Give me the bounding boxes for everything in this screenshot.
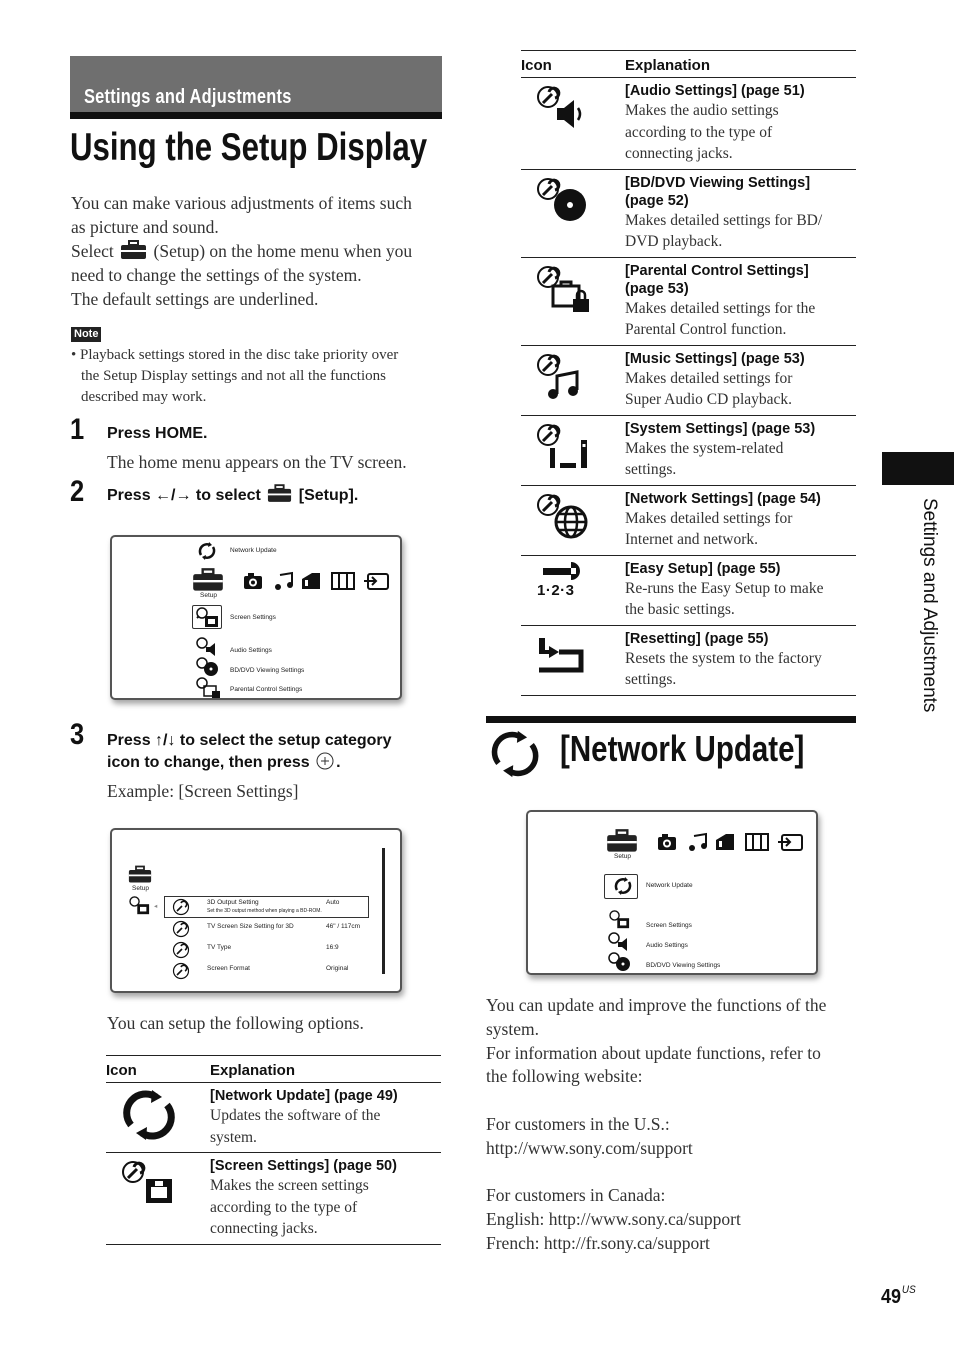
step-1-detail: The home menu appears on the TV screen.: [107, 452, 407, 472]
network-update-title: [Network Update]: [560, 728, 805, 769]
setting-label: TV Type: [207, 944, 232, 951]
step-1-number: 1: [70, 413, 85, 446]
option-title: [Parental Control Settings]: [625, 262, 809, 279]
options-table-left: [106, 1055, 441, 1245]
network-settings-icon: [537, 494, 593, 540]
table-row: [Network Settings] (page 54) Makes detailed settings for Internet and network.: [521, 485, 856, 555]
support-link-ca-fr[interactable]: French: http://fr.sony.ca/support: [486, 1232, 710, 1253]
parental-control-icon: [196, 677, 222, 699]
table-header-explanation: Explanation: [210, 1056, 441, 1083]
table-header-explanation: Explanation: [625, 51, 856, 78]
side-tab-marker: [882, 452, 954, 485]
setting-label: TV Screen Size Setting for 3D: [207, 923, 294, 930]
setting-label: 3D Output Setting: [207, 899, 259, 906]
option-title: [Music Settings] (page 53): [625, 350, 805, 367]
setting-value: 46" / 117cm: [326, 923, 360, 930]
screen-settings-icon: [128, 896, 152, 916]
toolbox-icon: [120, 241, 147, 259]
table-row: [System Settings] (page 53) Makes the system-related settings.: [521, 415, 856, 485]
intro-line: need to change the settings of the system.: [71, 265, 362, 285]
easy-setup-icon-text: 1·2·3: [537, 581, 575, 599]
intro-line: The default settings are underlined.: [71, 289, 319, 309]
step-3-number: 3: [70, 718, 85, 751]
screen-settings-icon: [122, 1161, 174, 1207]
setting-value: 16:9: [326, 944, 339, 951]
setting-value: Auto: [326, 899, 340, 906]
screen3-item: Audio Settings: [646, 942, 688, 949]
network-update-screenshot: [526, 810, 818, 975]
left-arrow-icon: ◂: [154, 903, 158, 910]
screen3-selected-item: Network Update: [646, 882, 693, 889]
wrench-icon: [172, 920, 190, 938]
network-update-text: You can update and improve the functions of the system. For information about update functions, refer to the following website: For customers in the U.S.: http://www.sony.com/support For customers in Canada: English: http://www.sony.ca/support French: http://fr.sony.ca/support: [486, 994, 858, 1256]
note-text: • Playback settings stored in the disc take priority over the Setup Display settings and not all the functions described may work.: [71, 347, 399, 405]
table-row: [Parental Control Settings] (page 53) Makes detailed settings for the Parental Control function.: [521, 257, 856, 345]
audio-settings-icon: [608, 932, 632, 952]
network-update-icon: [490, 730, 542, 778]
screen1-setup-label: Setup: [200, 592, 217, 599]
option-title: [System Settings] (page 53): [625, 420, 816, 437]
side-tab-label: Settings and Adjustments: [919, 498, 940, 713]
table-row: [Screen Settings] (page 50) Makes the screen settings according to the type of connecting jacks.: [106, 1153, 441, 1245]
option-title: [BD/DVD Viewing Settings]: [625, 174, 811, 191]
step-3-text: Press ↑/↓ to select the setup category icon to change, then press .: [107, 732, 392, 771]
option-title: [Network Settings] (page 54): [625, 490, 821, 507]
following-options-text: You can setup the following options.: [107, 1013, 364, 1033]
wrench-icon: [541, 560, 587, 582]
network-update-icon: [122, 1089, 178, 1141]
easy-setup-icon: [537, 560, 591, 599]
network-update-icon: [196, 541, 218, 561]
table-row: [BD/DVD Viewing Settings] (page 52) Makes detailed settings for BD/ DVD playback.: [521, 169, 856, 257]
option-title: [Resetting] (page 55): [625, 630, 769, 647]
toolbox-icon: [606, 830, 638, 852]
screen1-top-item: Network Update: [230, 547, 277, 554]
screen-settings-screenshot: [110, 828, 402, 993]
screen1-item: Audio Settings: [230, 647, 272, 654]
screen1-item: BD/DVD Viewing Settings: [230, 667, 305, 674]
setting-label: Screen Format: [207, 965, 250, 972]
table-header-row: [106, 1056, 441, 1083]
step-3-detail: Example: [Screen Settings]: [107, 781, 299, 801]
parental-control-icon: [537, 266, 593, 314]
step-2-text: Press ←/→ to select [Setup].: [107, 487, 359, 504]
screen3-item: Screen Settings: [646, 922, 692, 929]
screen-settings-icon: [608, 910, 632, 930]
table-row: [Resetting] (page 55) Resets the system to the factory settings.: [521, 625, 856, 695]
resetting-icon: [537, 636, 587, 676]
table-row: [Music Settings] (page 53) Makes detailed settings for Super Audio CD playback.: [521, 345, 856, 415]
table-row: 1·2·3 [Easy Setup] (page 55) Re-runs the Easy Setup to make the basic settings.: [521, 555, 856, 625]
setting-value: Original: [326, 965, 349, 972]
home-menu-category-icons: [242, 571, 402, 591]
section-header-bar: [70, 56, 442, 119]
option-title: [Audio Settings] (page 51): [625, 83, 805, 99]
option-title: [Easy Setup] (page 55): [625, 560, 781, 577]
system-settings-icon: [537, 424, 593, 470]
support-link-ca-en[interactable]: English: http://www.sony.ca/support: [486, 1209, 741, 1230]
scrollbar[interactable]: [382, 848, 385, 974]
music-settings-icon: [537, 354, 589, 400]
step-1-text: Press HOME.: [107, 425, 208, 442]
intro-line: as picture and sound.: [71, 217, 219, 237]
table-header-icon: Icon: [106, 1056, 210, 1083]
home-menu-screenshot: [110, 535, 402, 700]
network-update-icon: [612, 876, 634, 896]
page-number: $49^{US}$: [881, 1284, 916, 1308]
support-link-us[interactable]: http://www.sony.com/support: [486, 1137, 693, 1158]
screen-settings-icon: [196, 607, 220, 629]
table-row: [Audio Settings] (page 51) Makes the audio settings according to the type of connecting jacks.: [521, 78, 856, 170]
table-row: [Network Update] (page 49) Updates the software of the system.: [106, 1083, 441, 1153]
table-header-icon: Icon: [521, 51, 625, 78]
intro-select-line: Select (Setup) on the home menu when you: [71, 241, 413, 261]
note-badge: Note: [71, 327, 101, 342]
setting-hint: Set the 3D output method when playing a BD-ROM.: [207, 908, 322, 914]
wrench-icon: [172, 962, 190, 980]
screen1-item: Parental Control Settings: [230, 686, 303, 693]
bd-dvd-settings-icon: [608, 952, 632, 972]
wrench-icon: [172, 898, 190, 916]
toolbox-icon: [128, 866, 152, 883]
toolbox-icon: [267, 485, 292, 502]
section-header-text: Settings and Adjustments: [84, 86, 292, 108]
screen2-setup-label: Setup: [132, 885, 149, 892]
screen3-item: BD/DVD Viewing Settings: [646, 962, 721, 969]
option-title: [Network Update] (page 49): [210, 1088, 398, 1104]
screen1-item: Screen Settings: [230, 614, 276, 621]
page-title: Using the Setup Display: [70, 126, 428, 169]
intro-line: You can make various adjustments of items such: [71, 193, 412, 213]
intro-text: [71, 191, 443, 311]
bd-dvd-settings-icon: [196, 657, 220, 677]
home-menu-category-icons: [656, 832, 816, 852]
toolbox-icon: [192, 569, 224, 591]
option-title: [Screen Settings] (page 50): [210, 1158, 397, 1174]
step-2-number: 2: [70, 475, 85, 508]
network-update-rule: [486, 716, 856, 723]
enter-button-icon: [316, 752, 334, 770]
table-header-row: [521, 51, 856, 78]
audio-settings-icon: [196, 637, 220, 657]
wrench-icon: [172, 941, 190, 959]
audio-settings-icon: [537, 86, 589, 132]
screen3-setup-label: Setup: [614, 853, 631, 860]
bd-dvd-settings-icon: [537, 178, 589, 224]
options-table-right: [521, 50, 856, 696]
